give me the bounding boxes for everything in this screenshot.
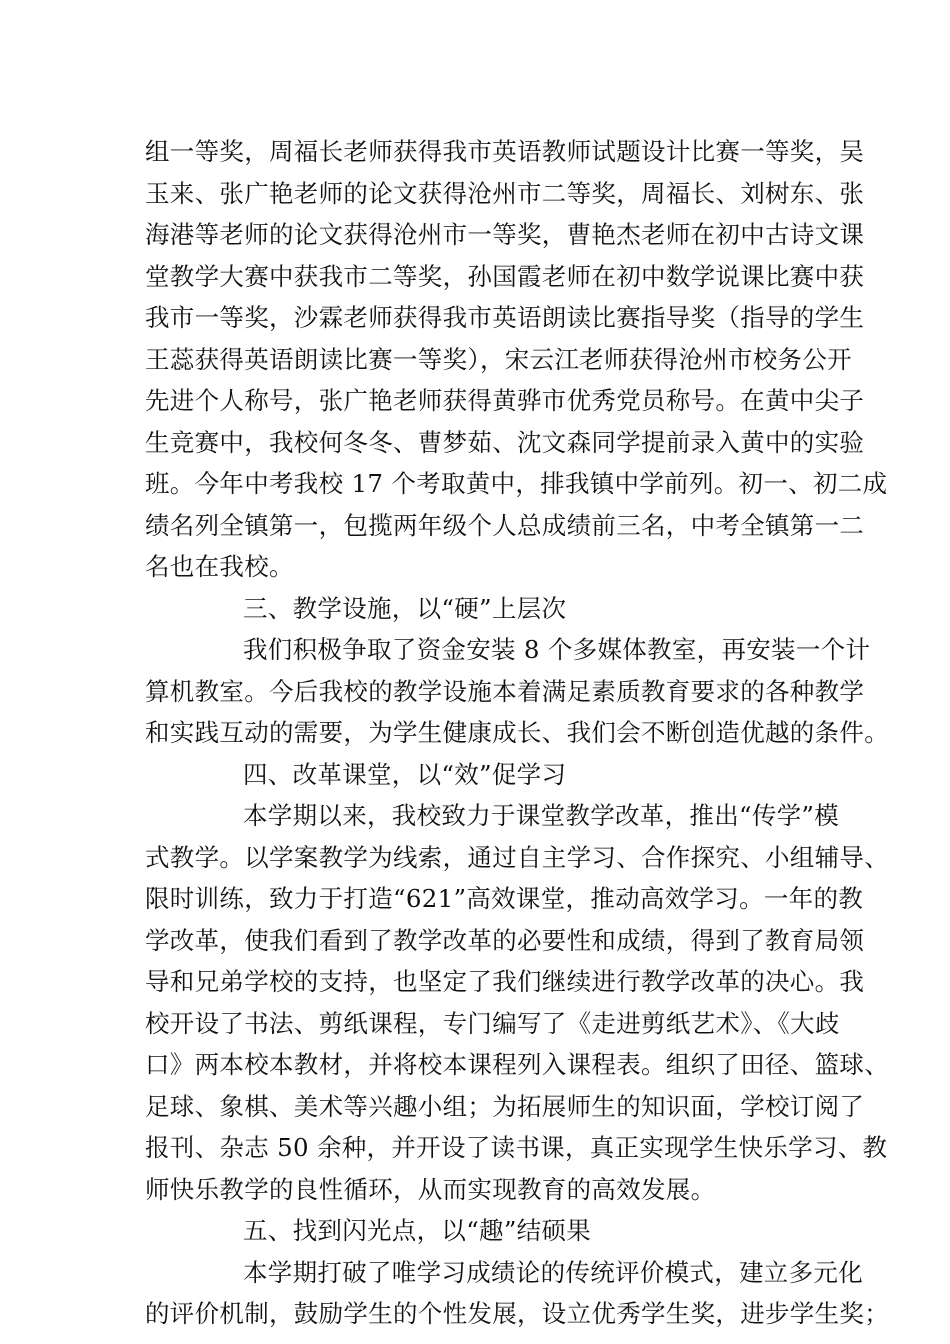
body-line: 海港等老师的论文获得沧州市一等奖，曹艳杰老师在初中古诗文课: [145, 220, 865, 249]
paragraph-first-line: 本学期以来，我校致力于课堂教学改革，推出“传学”模: [243, 801, 840, 830]
body-line: 的评价机制，鼓励学生的个性发展，设立优秀学生奖，进步学生奖；: [145, 1299, 889, 1328]
body-line: 玉来、张广艳老师的论文获得沧州市二等奖，周福长、刘树东、张: [145, 179, 865, 208]
body-line: 限时训练，致力于打造“621”高效课堂，推动高效学习。一年的教: [145, 884, 864, 913]
body-line: 报刊、杂志 50 余种，并开设了读书课，真正实现学生快乐学习、教: [145, 1133, 888, 1162]
body-line: 名也在我校。: [145, 552, 294, 581]
body-line: 学改革，使我们看到了教学改革的必要性和成绩，得到了教育局领: [145, 926, 865, 955]
paragraph-first-line: 我们积极争取了资金安装 8 个多媒体教室，再安装一个计: [243, 635, 871, 664]
body-line: 生竞赛中，我校何冬冬、曹梦茹、沈文森同学提前录入黄中的实验: [145, 428, 865, 457]
body-line: 王蕊获得英语朗读比赛一等奖），宋云江老师获得沧州市校务公开: [145, 345, 852, 374]
body-line: 师快乐教学的良性循环，从而实现教育的高效发展。: [145, 1175, 716, 1204]
body-line: 绩名列全镇第一，包揽两年级个人总成绩前三名，中考全镇第一二: [145, 511, 865, 540]
body-line: 和实践互动的需要，为学生健康成长、我们会不断创造优越的条件。: [145, 718, 889, 747]
body-line: 足球、象棋、美术等兴趣小组；为拓展师生的知识面，学校订阅了: [145, 1092, 865, 1121]
body-line: 口》两本校本教材，并将校本课程列入课程表。组织了田径、篮球、: [145, 1050, 889, 1079]
section-heading-classroom-reform: 四、改革课堂，以“效”促学习: [243, 760, 567, 789]
body-line: 我市一等奖，沙霖老师获得我市英语朗读比赛指导奖（指导的学生: [145, 303, 865, 332]
body-line: 组一等奖，周福长老师获得我市英语教师试题设计比赛一等奖，吴: [145, 137, 865, 166]
section-heading-highlights: 五、找到闪光点，以“趣”结硕果: [243, 1216, 592, 1245]
body-line: 先进个人称号，张广艳老师获得黄骅市优秀党员称号。在黄中尖子: [145, 386, 865, 415]
body-line: 式教学。以学案教学为线索，通过自主学习、合作探究、小组辅导、: [145, 843, 889, 872]
paragraph-first-line: 本学期打破了唯学习成绩论的传统评价模式，建立多元化: [243, 1258, 863, 1287]
body-line: 堂教学大赛中获我市二等奖，孙国霞老师在初中数学说课比赛中获: [145, 262, 865, 291]
body-line: 导和兄弟学校的支持，也坚定了我们继续进行教学改革的决心。我: [145, 967, 865, 996]
body-line: 校开设了书法、剪纸课程，专门编写了《走进剪纸艺术》、《大歧: [145, 1009, 840, 1038]
body-line: 班。今年中考我校 17 个考取黄中，排我镇中学前列。初一、初二成: [145, 469, 888, 498]
section-heading-facilities: 三、教学设施，以“硬”上层次: [243, 594, 567, 623]
body-line: 算机教室。今后我校的教学设施本着满足素质教育要求的各种教学: [145, 677, 865, 706]
